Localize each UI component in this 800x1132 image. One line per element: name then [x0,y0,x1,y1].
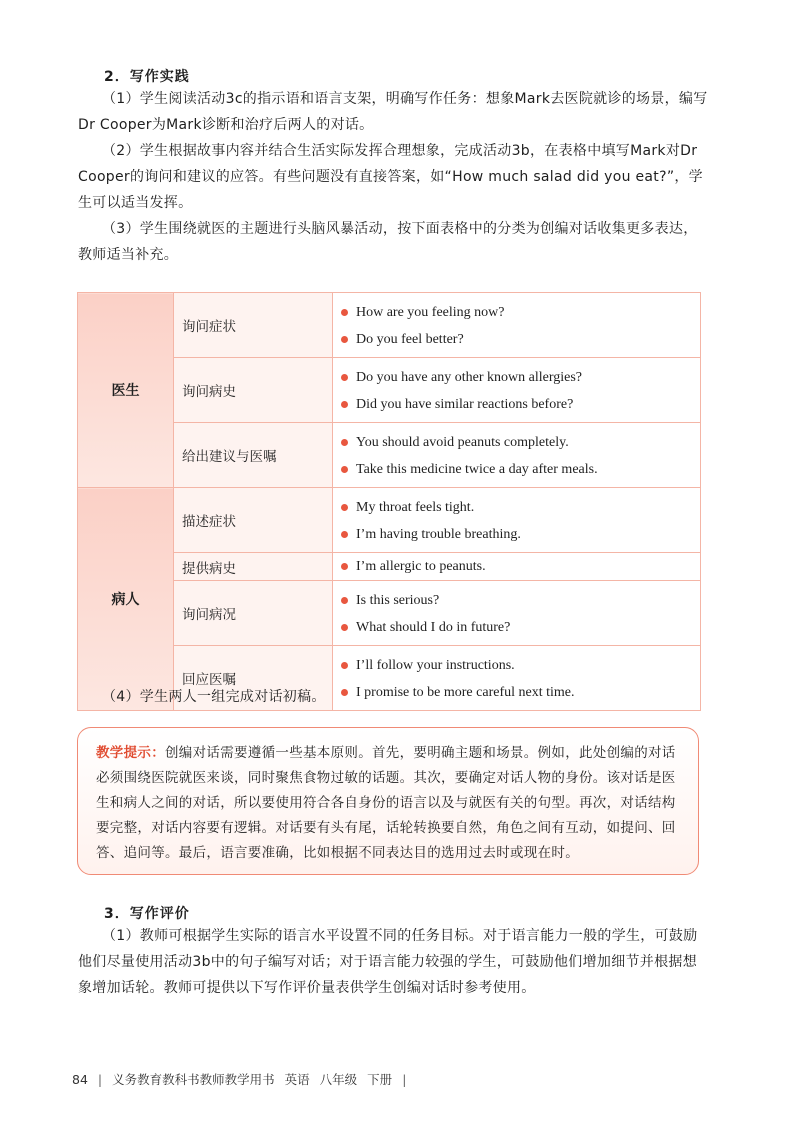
list-item: Did you have similar reactions before? [341,391,692,418]
category-cell: 回应医嘱 [174,646,333,711]
list-item: I promise to be more careful next time. [341,679,692,706]
list-item: What should I do in future? [341,614,692,641]
teaching-tip-label: 教学提示： [96,745,165,761]
list-item: Do you feel better? [341,326,692,353]
list-item: Take this medicine twice a day after meals. [341,456,692,483]
teaching-tip-text [96,741,684,866]
paragraph-2: （2）学生根据故事内容并结合生活实际发挥合理想象，完成活动3b，在表格中填写Mark对Dr Cooper的询问和建议的应答。有些问题没有直接答案，如“How much salad did you eat?”，学生可以适当发挥。 [78,143,703,211]
book-title: 义务教育教科书教师教学用书 [112,1072,275,1087]
list-item: I’ll follow your instructions. [341,652,692,679]
bullet-dot-icon [341,504,348,511]
page-number: 84 [72,1071,88,1087]
bullet-dot-icon [341,439,348,446]
category-cell: 提供病史 [174,553,333,581]
list-item: You should avoid peanuts completely. [341,429,692,456]
bullet-dot-icon [341,662,348,669]
category-cell: 询问病况 [174,581,333,646]
bullet-dot-icon [341,374,348,381]
section-heading-writing-evaluation: 3．写作评价 [104,906,190,922]
category-cell: 描述症状 [174,488,333,553]
table-row [78,488,701,553]
items-cell [333,553,701,581]
grade: 八年级 [319,1072,358,1087]
items-cell [333,423,701,488]
section-heading-writing-practice: 2．写作实践 [104,69,190,85]
bullet-dot-icon [341,563,348,570]
teaching-tip-body: 创编对话需要遵循一些基本原则。首先，要明确主题和场景。例如，此处创编的对话必须围绕医院就医来谈，同时聚焦食物过敏的话题。其次，要确定对话人物的身份。该对话是医生和病人之间的对话，所以要使用符合各自身份的语言以及与就医有关的句型。再次，对话结构要完整，对话内容要有逻辑。对话要有头有尾，话轮转换要自然，角色之间有互动，如提问、回答、追问等。最后，语言要准确，比如根据不同表达目的选用过去时或现在时。 [96,745,676,861]
paragraph-1: （1）学生阅读活动3c的指示语和语言支架，明确写作任务：想象Mark去医院就诊的场景，编写Dr Cooper为Mark诊断和治疗后两人的对话。 [78,91,708,133]
bullet-dot-icon [341,597,348,604]
items-cell [333,488,701,553]
items-cell [333,293,701,358]
bullet-dot-icon [341,624,348,631]
teaching-tip-box [77,727,699,875]
bullet-dot-icon [341,309,348,316]
volume: 下册 [367,1072,393,1087]
paragraph-5: （1）教师可根据学生实际的语言水平设置不同的任务目标。对于语言能力一般的学生，可鼓励他们尽量使用活动3b中的句子编写对话；对于语言能力较强的学生，可鼓励他们增加细节并根据想象增加话轮。教师可提供以下写作评价量表供学生创编对话时参考使用。 [78,928,698,996]
page-footer [72,1070,406,1088]
list-item: Do you have any other known allergies? [341,364,692,391]
paragraph-4: （4）学生两人一组完成对话初稿。 [102,689,326,705]
bullet-dot-icon [341,401,348,408]
list-item: Is this serious? [341,587,692,614]
footer-separator: | [402,1071,407,1087]
category-cell: 给出建议与医嘱 [174,423,333,488]
category-cell: 询问病史 [174,358,333,423]
role-cell-patient: 病人 [78,488,174,711]
list-item: I’m having trouble breathing. [341,521,692,548]
items-cell [333,581,701,646]
expression-table [77,292,701,711]
bullet-dot-icon [341,531,348,538]
table-row [78,293,701,358]
category-cell: 询问症状 [174,293,333,358]
list-item: I’m allergic to peanuts. [341,553,692,580]
role-cell-doctor: 医生 [78,293,174,488]
items-cell [333,358,701,423]
list-item: How are you feeling now? [341,299,692,326]
bullet-dot-icon [341,466,348,473]
subject: 英语 [284,1072,310,1087]
bullet-dot-icon [341,336,348,343]
paragraph-3: （3）学生围绕就医的主题进行头脑风暴活动，按下面表格中的分类为创编对话收集更多表达，教师适当补充。 [78,221,698,263]
list-item: My throat feels tight. [341,494,692,521]
footer-separator: | [97,1071,103,1087]
